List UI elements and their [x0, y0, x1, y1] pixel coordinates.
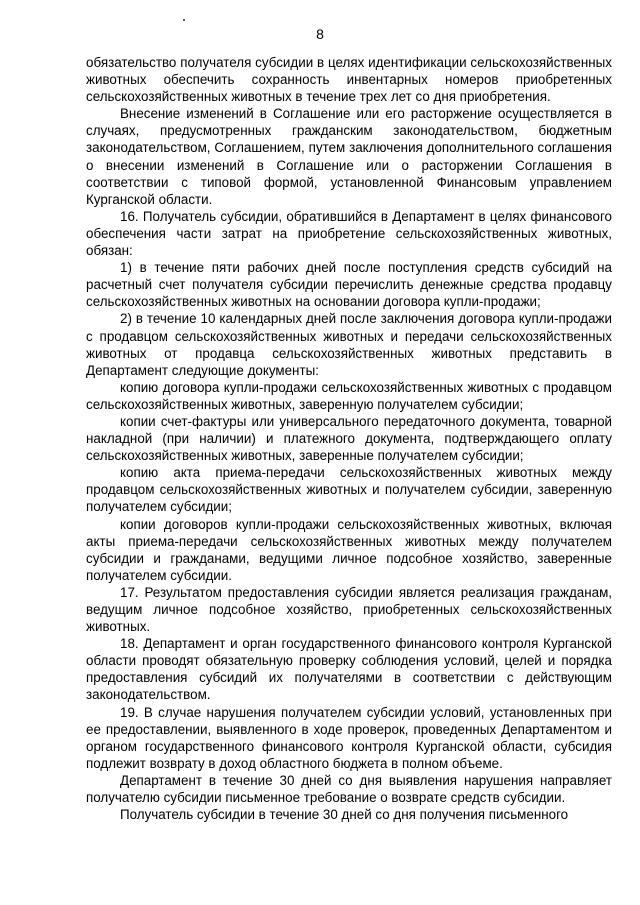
- paragraph-16: 16. Получатель субсидии, обратившийся в Департамент в целях финансового обеспечения части затрат на приобретение сельскохозяйственных животных, обязан:: [86, 208, 612, 259]
- document-list-item-transfer-act: копию акта приема-передачи сельскохозяйственных животных между продавцом сельскохозяйственных животных и получателем субсидии, заверенную получателем субсидии;: [86, 465, 612, 515]
- paragraph-19-notice: Департамент в течение 30 дней со дня выявления нарушения направляет получателю субсидии письменное требование о возврате средств субсидии.: [86, 772, 612, 806]
- paragraph-agreement-changes: Внесение изменений в Соглашение или его расторжение осуществляется в случаях, предусмотренных гражданским законодательством, бюджетным законодательством, Соглашением, путем заключения дополнительного соглашения о внесении изменений в Соглашение или о расторжении Соглашения в соответствии с типовой формой, установленной Финансовым управлением Курганской области.: [86, 106, 612, 207]
- document-list-item-invoices: копии счет-фактуры или универсального передаточного документа, товарной накладной (при наличии) и платежного документа, подтверждающего оплату сельскохозяйственных животных, заверенные получателем субсидии;: [86, 413, 612, 464]
- paragraph-continuation: обязательство получателя субсидии в целях идентификации сельскохозяйственных животных обеспечить сохранность инвентарных номеров приобретенных сельскохозяйственных животных в течение трех лет со дня приобретения.: [86, 55, 612, 105]
- document-list-item-contract: копию договора купли-продажи сельскохозяйственных животных с продавцом сельскохозяйственных животных, заверенную получателем субсидии;: [86, 379, 612, 412]
- paragraph-19-refund: Получатель субсидии в течение 30 дней со дня получения письменного: [120, 807, 569, 823]
- paragraph-18: 18. Департамент и орган государственного финансового контроля Курганской области проводят обязательную проверку соблюдения условий, целей и порядка предоставления субсидий их получателями в соответствии с действующим законодательством.: [86, 636, 612, 703]
- paragraph-17: 17. Результатом предоставления субсидии является реализация гражданам, ведущим личное подсобное хозяйство, приобретенных сельскохозяйственных животных.: [86, 584, 612, 635]
- paragraph-16-item-2: 2) в течение 10 календарных дней после заключения договора купли-продажи с продавцом сельскохозяйственных животных и передачи сельскохозяйственных животных от продавца сельскохозяйственных животных представить в Департамент следующие документы:: [86, 311, 612, 378]
- paragraph-19: 19. В случае нарушения получателем субсидии условий, установленных при ее предоставлении, выявленного в ходе проверок, проведенных Департаментом и органом государственного финансового контроля Курганской области, субсидия подлежит возврату в доход областного бюджета в полном объеме.: [86, 704, 612, 771]
- document-list-item-citizen-contracts: копии договоров купли-продажи сельскохозяйственных животных, включая акты приема-передачи сельскохозяйственных животных между получателем субсидии и гражданами, ведущими личное подсобное хозяйство, заверенные получателем субсидии.: [86, 516, 612, 583]
- scan-speck: [183, 19, 185, 21]
- paragraph-16-item-1: 1) в течение пяти рабочих дней после поступления средств субсидий на расчетный счет получателя субсидии перечислить денежные средства продавцу сельскохозяйственных животных на основании договора купли-продажи;: [86, 260, 612, 310]
- page-number: 8: [316, 26, 324, 42]
- document-body: [86, 54, 612, 823]
